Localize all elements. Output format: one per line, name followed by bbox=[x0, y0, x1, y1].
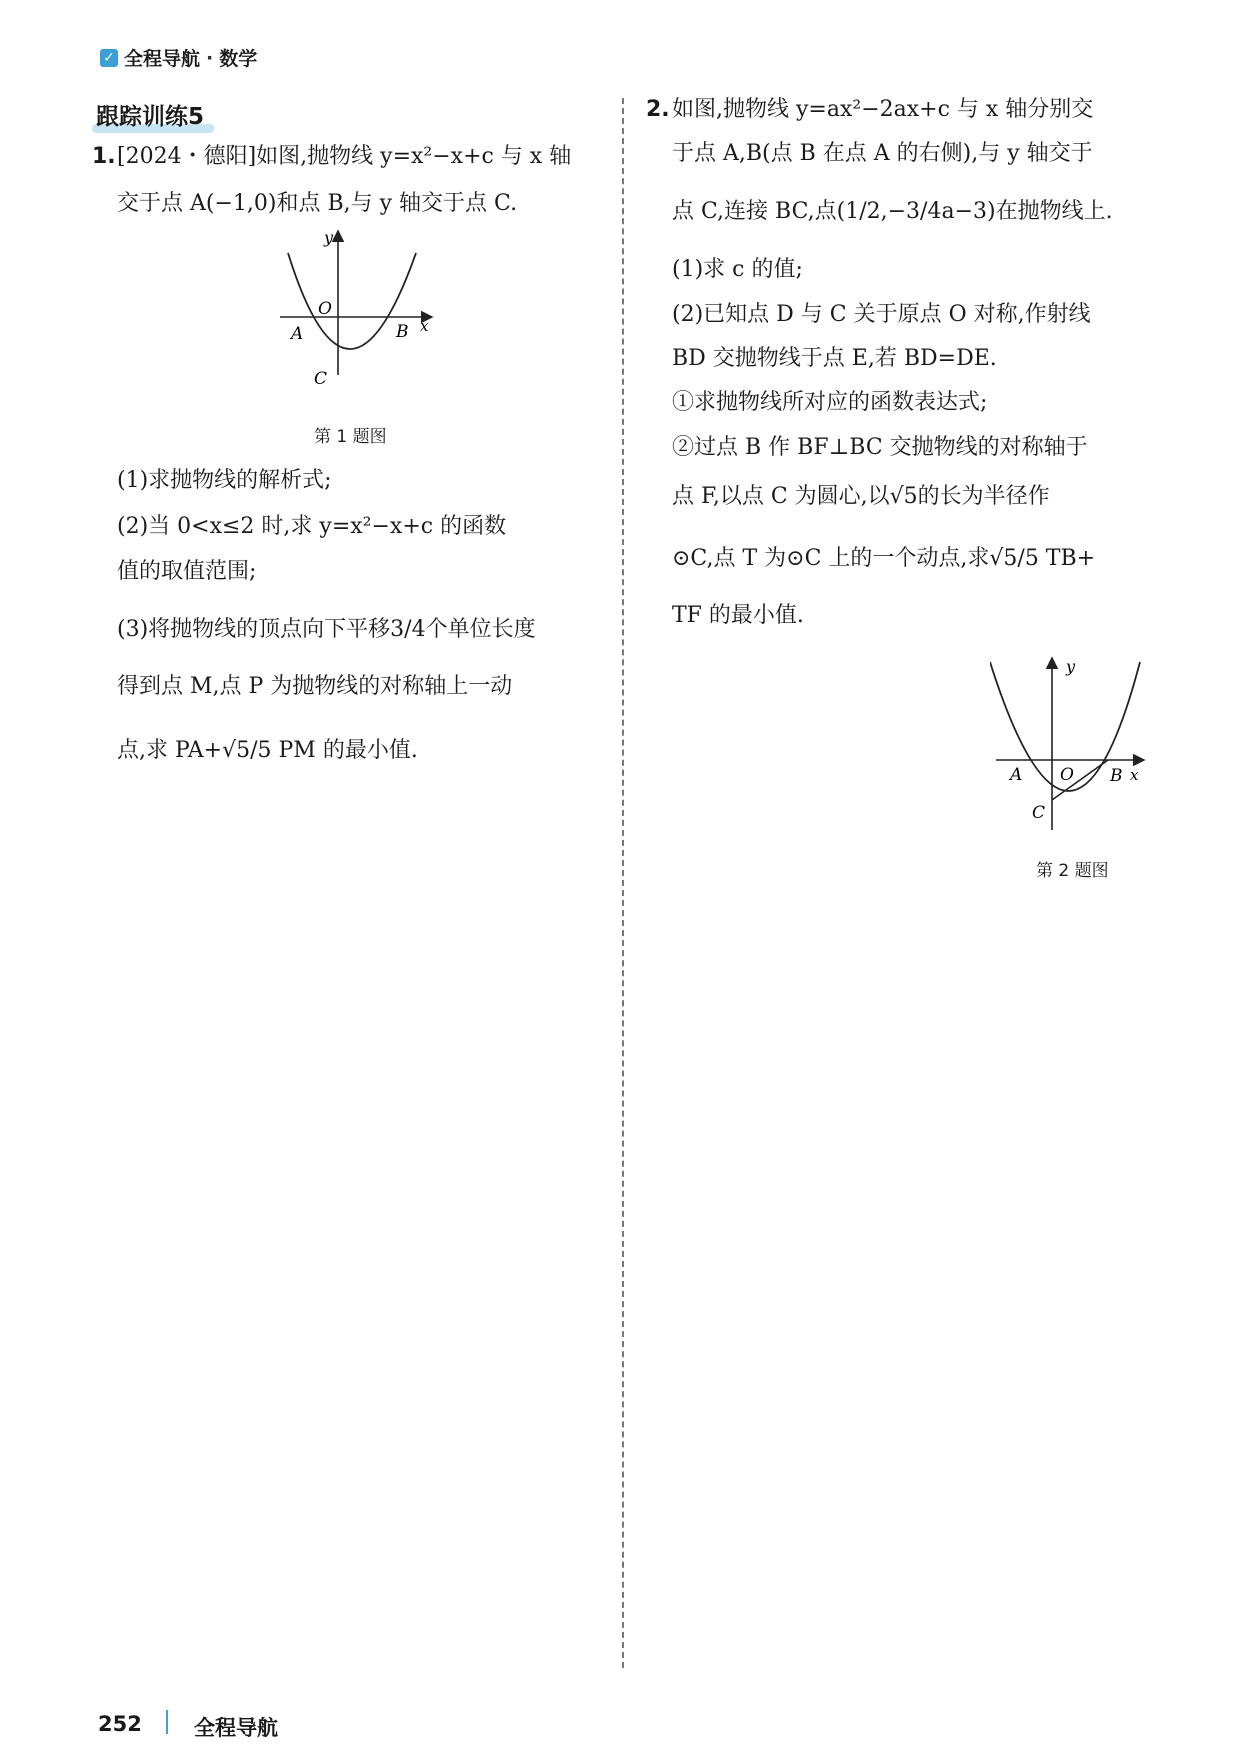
q1-sub3-line3: 点,求 PA+√5/5 PM 的最小值. bbox=[117, 738, 418, 763]
page-number: 252 bbox=[98, 1712, 142, 1736]
q1-line-1: [2024・德阳]如图,抛物线 y=x²−x+c 与 x 轴 bbox=[117, 144, 572, 169]
check-square-icon: ✓ bbox=[100, 49, 118, 67]
q2-line-2: 于点 A,B(点 B 在点 A 的右侧),与 y 轴交于 bbox=[672, 141, 1093, 166]
q2-label-a: A bbox=[1010, 765, 1023, 785]
q2-line-7: ①求抛物线所对应的函数表达式; bbox=[672, 390, 988, 415]
running-header bbox=[100, 44, 257, 71]
q1-number: 1. bbox=[92, 144, 116, 169]
column-divider bbox=[622, 98, 624, 1668]
q1-label-y: y bbox=[324, 228, 334, 247]
q1-label-o: O bbox=[318, 299, 332, 319]
q2-line-10: ⊙C,点 T 为⊙C 上的一个动点,求√5/5 TB+ bbox=[672, 546, 1096, 571]
q2-label-o: O bbox=[1060, 765, 1074, 785]
q1-label-x: x bbox=[420, 317, 429, 335]
q1-sub2-line1: (2)当 0<x≤2 时,求 y=x²−x+c 的函数 bbox=[117, 514, 507, 539]
q2-line-6: BD 交抛物线于点 E,若 BD=DE. bbox=[672, 346, 997, 371]
q2-line-1: 如图,抛物线 y=ax²−2ax+c 与 x 轴分别交 bbox=[672, 97, 1094, 122]
q2-parabola-figure bbox=[990, 650, 1150, 840]
q2-line-8: ②过点 B 作 BF⊥BC 交抛物线的对称轴于 bbox=[672, 435, 1088, 460]
q1-parabola-figure bbox=[270, 225, 440, 395]
header-subject: 数学 bbox=[219, 48, 258, 70]
q1-caption: 第 1 题图 bbox=[314, 427, 387, 447]
q1-label-b: B bbox=[396, 322, 409, 342]
q2-label-c: C bbox=[1032, 803, 1046, 823]
q2-line-3: 点 C,连接 BC,点(1/2,−3/4a−3)在抛物线上. bbox=[672, 199, 1113, 224]
header-dot: · bbox=[206, 46, 214, 69]
q1-label-a: A bbox=[291, 324, 304, 344]
q1-sub2-line2: 值的取值范围; bbox=[117, 559, 257, 584]
q2-line-5: (2)已知点 D 与 C 关于原点 O 对称,作射线 bbox=[672, 302, 1091, 327]
footer-brand: 全程导航 bbox=[194, 1716, 278, 1740]
q2-label-b: B bbox=[1110, 766, 1123, 786]
q1-line-2: 交于点 A(−1,0)和点 B,与 y 轴交于点 C. bbox=[117, 191, 518, 216]
footer-divider bbox=[166, 1710, 168, 1734]
section-title: 跟踪训练5 bbox=[96, 98, 204, 131]
header-title: 全程导航 bbox=[124, 48, 201, 70]
q2-line-4: (1)求 c 的值; bbox=[672, 257, 803, 282]
q2-label-y: y bbox=[1066, 657, 1076, 676]
q2-label-x: x bbox=[1130, 766, 1139, 784]
q1-sub1: (1)求抛物线的解析式; bbox=[117, 468, 332, 493]
q1-sub3-line1: (3)将抛物线的顶点向下平移3/4个单位长度 bbox=[117, 617, 536, 642]
q1-sub3-line2: 得到点 M,点 P 为抛物线的对称轴上一动 bbox=[117, 674, 513, 699]
q2-line-11: TF 的最小值. bbox=[672, 603, 804, 628]
q2-caption: 第 2 题图 bbox=[1036, 861, 1109, 881]
q2-number: 2. bbox=[646, 97, 670, 122]
q2-line-9: 点 F,以点 C 为圆心,以√5的长为半径作 bbox=[672, 484, 1050, 509]
q1-label-c: C bbox=[314, 369, 328, 389]
